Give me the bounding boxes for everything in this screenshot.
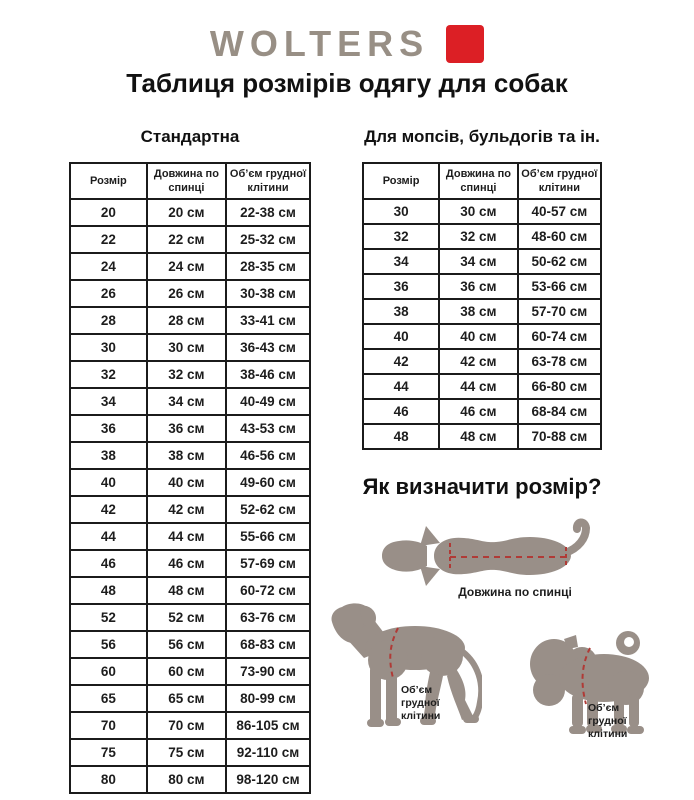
- table-row: [363, 424, 601, 449]
- table-cell: 40: [70, 469, 147, 496]
- brand-logo: [0, 24, 694, 64]
- table-cell: 65: [70, 685, 147, 712]
- table-cell: 46 см: [439, 399, 518, 424]
- table-cell: 46: [363, 399, 439, 424]
- table-cell: 60-74 см: [518, 324, 601, 349]
- table-cell: 70: [70, 712, 147, 739]
- table-cell: 24: [70, 253, 147, 280]
- table-cell: 34: [70, 388, 147, 415]
- standard-size-table: [69, 162, 311, 794]
- table-cell: 57-70 см: [518, 299, 601, 324]
- table-cell: 70 см: [147, 712, 226, 739]
- table-cell: 44: [363, 374, 439, 399]
- table-row: [70, 307, 310, 334]
- table-cell: 26: [70, 280, 147, 307]
- table-cell: 68-84 см: [518, 399, 601, 424]
- table-cell: 48 см: [147, 577, 226, 604]
- table-cell: 22-38 см: [226, 199, 310, 226]
- table-row: [363, 299, 601, 324]
- table-cell: 40-57 см: [518, 199, 601, 224]
- column-header-2: Об’єм грудної клітини: [518, 163, 601, 199]
- table-cell: 73-90 см: [226, 658, 310, 685]
- table-row: [70, 442, 310, 469]
- table-cell: 25-32 см: [226, 226, 310, 253]
- table-cell: 52-62 см: [226, 496, 310, 523]
- table-cell: 28: [70, 307, 147, 334]
- table-cell: 43-53 см: [226, 415, 310, 442]
- table-row: [363, 199, 601, 224]
- table-cell: 42: [363, 349, 439, 374]
- table-cell: 36-43 см: [226, 334, 310, 361]
- standard-table-heading: Стандартна: [140, 127, 240, 146]
- table-cell: 50-62 см: [518, 249, 601, 274]
- table-cell: 38 см: [439, 299, 518, 324]
- table-row: [70, 658, 310, 685]
- table-row: [363, 224, 601, 249]
- table-cell: 34 см: [147, 388, 226, 415]
- table-cell: 33-41 см: [226, 307, 310, 334]
- table-cell: 66-80 см: [518, 374, 601, 399]
- table-cell: 42: [70, 496, 147, 523]
- table-cell: 48: [70, 577, 147, 604]
- table-cell: 49-60 см: [226, 469, 310, 496]
- table-cell: 48: [363, 424, 439, 449]
- table-cell: 46 см: [147, 550, 226, 577]
- table-cell: 24 см: [147, 253, 226, 280]
- table-cell: 44: [70, 523, 147, 550]
- table-cell: 34 см: [439, 249, 518, 274]
- table-row: [70, 253, 310, 280]
- table-cell: 92-110 см: [226, 739, 310, 766]
- table-cell: 40-49 см: [226, 388, 310, 415]
- table-cell: 55-66 см: [226, 523, 310, 550]
- table-cell: 80: [70, 766, 147, 793]
- table-cell: 32 см: [439, 224, 518, 249]
- column-header-1: Довжина по спинці: [439, 163, 518, 199]
- table-cell: 80 см: [147, 766, 226, 793]
- table-cell: 70-88 см: [518, 424, 601, 449]
- column-header-2: Об’єм грудної клітини: [226, 163, 310, 199]
- table-cell: 53-66 см: [518, 274, 601, 299]
- table-cell: 32 см: [147, 361, 226, 388]
- table-cell: 36: [363, 274, 439, 299]
- table-row: [70, 226, 310, 253]
- table-cell: 38: [363, 299, 439, 324]
- table-cell: 57-69 см: [226, 550, 310, 577]
- table-cell: 38-46 см: [226, 361, 310, 388]
- table-cell: 30: [70, 334, 147, 361]
- table-cell: 32: [363, 224, 439, 249]
- table-row: [363, 374, 601, 399]
- table-row: [363, 324, 601, 349]
- column-header-1: Довжина по спинці: [147, 163, 226, 199]
- table-cell: 63-76 см: [226, 604, 310, 631]
- table-cell: 63-78 см: [518, 349, 601, 374]
- table-cell: 26 см: [147, 280, 226, 307]
- table-cell: 30: [363, 199, 439, 224]
- table-cell: 75 см: [147, 739, 226, 766]
- pugs-table-heading: Для мопсів, бульдогів та ін.: [364, 127, 600, 146]
- table-row: [363, 249, 601, 274]
- table-cell: 28-35 см: [226, 253, 310, 280]
- table-row: [363, 349, 601, 374]
- table-row: [363, 399, 601, 424]
- table-cell: 38: [70, 442, 147, 469]
- table-row: [70, 523, 310, 550]
- table-row: [70, 631, 310, 658]
- table-row: [70, 604, 310, 631]
- table-row: [70, 334, 310, 361]
- table-cell: 60 см: [147, 658, 226, 685]
- table-cell: 60: [70, 658, 147, 685]
- table-cell: 65 см: [147, 685, 226, 712]
- brand-wordmark: WOLTERS: [209, 23, 430, 64]
- table-cell: 20 см: [147, 199, 226, 226]
- table-row: [70, 199, 310, 226]
- table-cell: 52 см: [147, 604, 226, 631]
- table-row: [70, 685, 310, 712]
- table-row: [70, 739, 310, 766]
- table-row: [70, 361, 310, 388]
- table-cell: 60-72 см: [226, 577, 310, 604]
- table-cell: 46-56 см: [226, 442, 310, 469]
- table-cell: 42 см: [439, 349, 518, 374]
- table-cell: 98-120 см: [226, 766, 310, 793]
- chest-girth-label: Об’єм грудної клітини: [588, 702, 628, 741]
- back-length-label: Довжина по спинці: [458, 585, 572, 599]
- table-cell: 48 см: [439, 424, 518, 449]
- table-row: [70, 469, 310, 496]
- table-cell: 28 см: [147, 307, 226, 334]
- table-row: [70, 280, 310, 307]
- table-cell: 40 см: [147, 469, 226, 496]
- table-cell: 86-105 см: [226, 712, 310, 739]
- table-row: [70, 496, 310, 523]
- table-cell: 52: [70, 604, 147, 631]
- header-row: [363, 163, 601, 199]
- pugs-size-table: [362, 162, 602, 450]
- table-cell: 36 см: [147, 415, 226, 442]
- table-cell: 34: [363, 249, 439, 274]
- table-cell: 40 см: [439, 324, 518, 349]
- table-row: [70, 415, 310, 442]
- table-row: [363, 274, 601, 299]
- table-cell: 75: [70, 739, 147, 766]
- table-cell: 56: [70, 631, 147, 658]
- table-cell: 22 см: [147, 226, 226, 253]
- table-cell: 38 см: [147, 442, 226, 469]
- sizing-guide-heading: Як визначити розмір?: [362, 474, 602, 499]
- table-cell: 20: [70, 199, 147, 226]
- table-cell: 40: [363, 324, 439, 349]
- column-header-0: Розмір: [363, 163, 439, 199]
- chest-girth-label: Об’єм грудної клітини: [401, 684, 441, 723]
- table-row: [70, 712, 310, 739]
- table-cell: 56 см: [147, 631, 226, 658]
- table-cell: 48-60 см: [518, 224, 601, 249]
- header-row: [70, 163, 310, 199]
- dog-top-view-silhouette: [380, 518, 610, 588]
- table-cell: 44 см: [439, 374, 518, 399]
- table-cell: 46: [70, 550, 147, 577]
- table-cell: 68-83 см: [226, 631, 310, 658]
- table-cell: 32: [70, 361, 147, 388]
- table-row: [70, 550, 310, 577]
- table-cell: 36 см: [439, 274, 518, 299]
- table-cell: 42 см: [147, 496, 226, 523]
- table-row: [70, 388, 310, 415]
- table-cell: 30 см: [147, 334, 226, 361]
- table-cell: 80-99 см: [226, 685, 310, 712]
- column-header-0: Розмір: [70, 163, 147, 199]
- table-cell: 36: [70, 415, 147, 442]
- page-title: Таблиця розмірів одягу для собак: [126, 68, 568, 98]
- table-cell: 30-38 см: [226, 280, 310, 307]
- table-row: [70, 766, 310, 793]
- table-cell: 44 см: [147, 523, 226, 550]
- table-cell: 30 см: [439, 199, 518, 224]
- brand-red-square-icon: [446, 25, 484, 63]
- table-row: [70, 577, 310, 604]
- table-cell: 22: [70, 226, 147, 253]
